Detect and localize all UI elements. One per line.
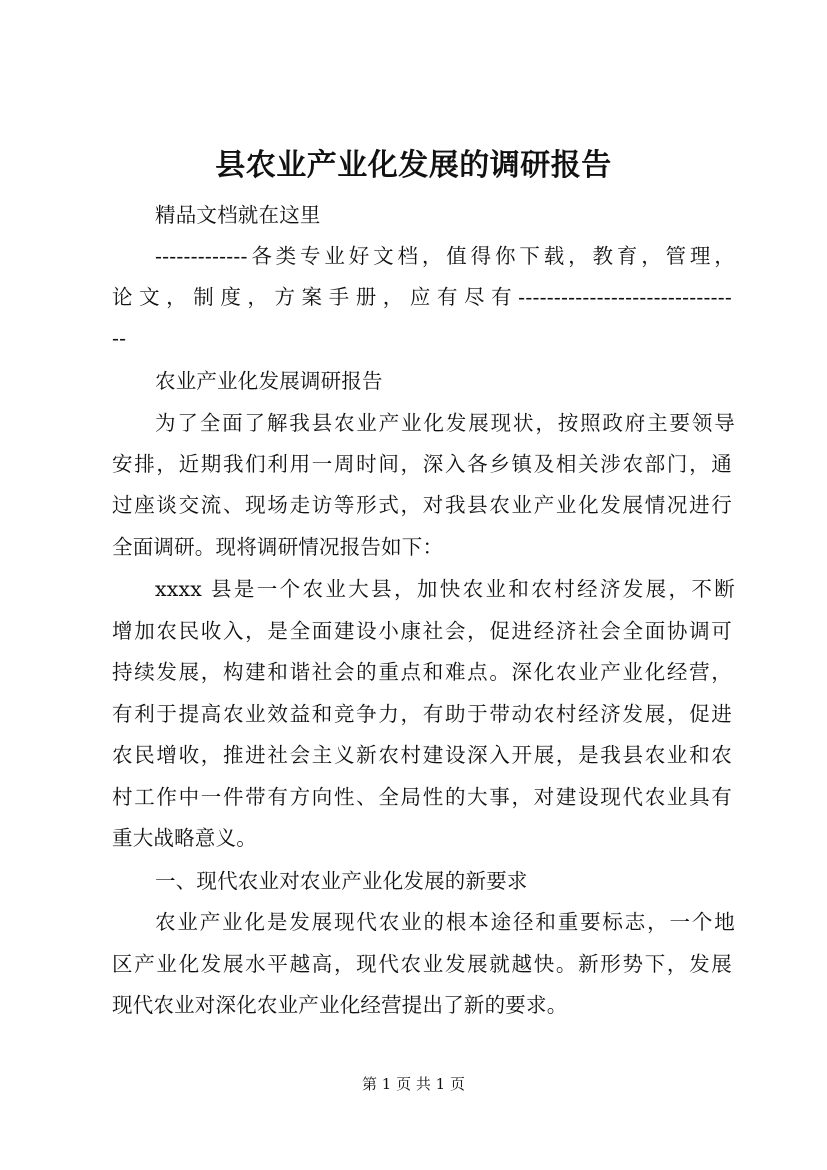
text-line: 为了全面了解我县农业产业化发展现状，按照政府主要领导 — [155, 411, 735, 435]
document-title: 县农业产业化发展的调研报告 — [215, 148, 612, 183]
text-line: 农业产业化是发展现代农业的根本途径和重要标志，一个地 — [155, 910, 735, 934]
text-line: -------------各类专业好文档，值得你下载，教育，管理， — [155, 244, 735, 268]
text-line: 增加农民收入，是全面建设小康社会，促进经济社会全面协调可 — [112, 619, 732, 643]
section-heading: 一、现代农业对农业产业化发展的新要求 — [155, 869, 528, 893]
text-line: xxxx 县是一个农业大县，加快农业和农村经济发展，不断 — [155, 577, 735, 601]
text-line: 重大战略意义。 — [112, 826, 257, 850]
text-line: 安排，近期我们利用一周时间，深入各乡镇及相关涉农部门，通 — [112, 452, 732, 476]
text-line: -- — [112, 326, 127, 350]
text-line: 持续发展，构建和谐社会的重点和难点。深化农业产业化经营， — [112, 660, 732, 684]
text-line: 现代农业对深化农业产业化经营提出了新的要求。 — [112, 993, 568, 1017]
text-line: 全面调研。现将调研情况报告如下： — [112, 535, 444, 559]
text-line: 农民增收，推进社会主义新农村建设深入开展，是我县农业和农 — [112, 743, 732, 767]
text-line: 精品文档就在这里 — [155, 203, 321, 227]
text-line: 区产业化发展水平越高，现代农业发展就越快。新形势下，发展 — [112, 952, 732, 976]
text-line: 农业产业化发展调研报告 — [155, 369, 383, 393]
text-line: 有利于提高农业效益和竞争力，有助于带动农村经济发展，促进 — [112, 702, 732, 726]
text-line: 过座谈交流、现场走访等形式，对我县农业产业化发展情况进行 — [112, 493, 732, 517]
page-number-footer: 第 1 页 共 1 页 — [362, 1075, 465, 1093]
text-line: 论文，制度，方案手册，应有尽有------------------------------ — [112, 285, 732, 309]
text-line: 村工作中一件带有方向性、全局性的大事，对建设现代农业具有 — [112, 785, 732, 809]
